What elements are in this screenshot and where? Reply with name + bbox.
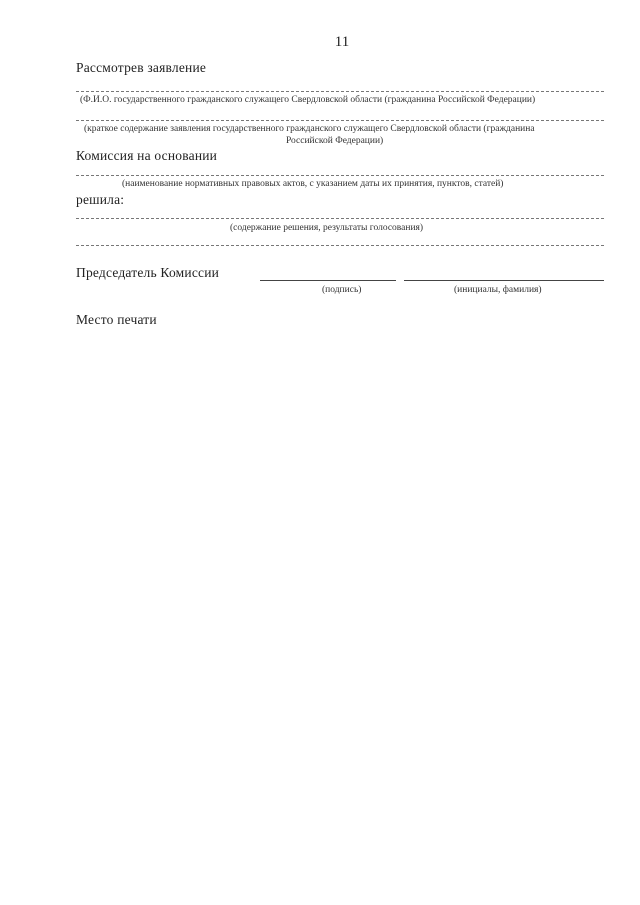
decided-label: решила:: [76, 192, 125, 207]
decision-blank-line-1: [76, 218, 604, 219]
caption-acts: (наименование нормативных правовых актов, с указанием даты их принятия, пунктов, статей): [122, 179, 504, 189]
page-number: 11: [334, 34, 350, 50]
commission-label: Комиссия на основании: [76, 148, 218, 163]
seal-label: Место печати: [76, 312, 157, 327]
caption-summary-line-1: (краткое содержание заявления государственного гражданского служащего Свердловской области (гражданина: [84, 124, 535, 134]
reviewed-label: Рассмотрев заявление: [76, 60, 207, 75]
caption-summary-line-2: Российской Федерации): [286, 136, 384, 146]
fio-blank-line: [76, 91, 604, 92]
signature-blank-line: [260, 280, 396, 281]
decision-blank-line-2: [76, 245, 604, 246]
acts-blank-line: [76, 175, 604, 176]
chairman-label: Председатель Комиссии: [76, 265, 220, 280]
caption-name: (инициалы, фамилия): [454, 285, 542, 295]
caption-signature: (подпись): [322, 285, 362, 295]
name-blank-line: [404, 280, 604, 281]
caption-decision: (содержание решения, результаты голосования): [230, 223, 424, 233]
caption-fio: (Ф.И.О. государственного гражданского служащего Свердловской области (гражданина Российской Федерации): [80, 95, 536, 105]
summary-blank-line: [76, 120, 604, 121]
